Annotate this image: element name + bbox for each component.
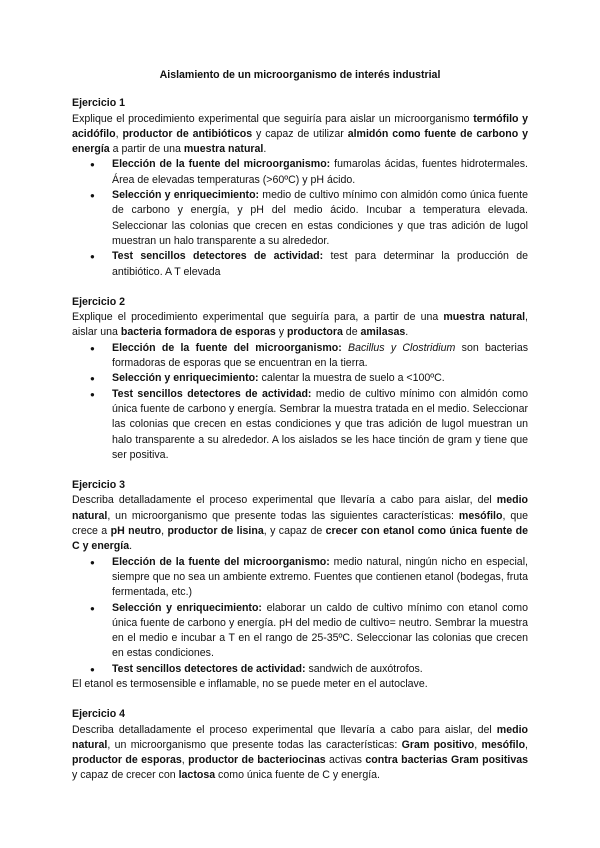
item-text: sandwich de auxótrofos. [305,662,423,675]
bold-run: productor de lisina [167,525,264,538]
bold-run: pH neutro [110,525,162,538]
exercise-3-statement [72,493,528,554]
exercise-1-list [72,157,528,279]
text-run: y capaz de utilizar [252,127,348,140]
bold-run: Gram positivo [401,738,475,751]
list-item [112,341,528,372]
bold-run: productora [286,326,343,339]
item-text: medio de cultivo mínimo con almidón como única fuente de carbono y energía, y pH del medio ácido. Incubar a temperatura elevada. Seleccionar las colonias que crecen en estas condiciones y que tras adición de lugol muestran un halo transparente a su alrededor. [112,189,528,247]
bold-run: crecer con etanol como única fuente de C y energía [72,525,528,553]
item-text: fumarolas ácidas, fuentes hidrotermales. Área de elevadas temperaturas (>60ºC) y pH ácido. [112,158,528,186]
text-run: , que crece a [72,509,528,538]
list-item [112,601,528,662]
bold-run: medio natural [72,723,528,751]
text-run: , un microorganismo que presente todas las siguientes características: [107,509,459,522]
text-run: , y capaz de [263,525,326,538]
text-run: de [342,326,361,339]
exercise-3-heading: Ejercicio 3 [72,479,125,492]
text-run: y [275,326,287,339]
bold-run: amilasas [360,326,406,339]
list-item [112,555,528,601]
exercise-4-statement [72,723,528,784]
exercise-1-statement [72,112,528,158]
text-run: . [263,143,267,156]
text-run: Explique el procedimiento experimental que seguiría para, a partir de una [72,311,444,324]
text-run: Explique el procedimiento experimental que seguiría para aislar un microorganismo [72,112,474,125]
bold-run: termófilo y acidófilo [72,112,529,140]
item-text: medio natural, ningún nicho en especial, siempre que no sea un ambiente extremo. Fuentes que contienen etanol (bodegas, fruta fermentada, etc.) [112,555,528,599]
text-run: a partir de una [109,143,184,156]
bold-run: almidón como fuente de carbono y energía [72,127,528,156]
text-run: , un microorganismo que presente todas las características: [107,738,402,751]
bold-run: productor de antibióticos [122,127,253,140]
item-italic: Bacillus y Clostridium [348,341,456,354]
text-run: , [115,127,123,140]
exercise-1 [72,96,528,280]
item-label: Elección de la fuente del microorganismo: [112,341,342,354]
item-text: son bacterias formadoras de esporas que se encuentran en la tierra. [112,341,529,370]
text-run: , [161,525,168,538]
text-run: Describa detalladamente el proceso experimental que llevaría a cabo para aislar, del [72,723,497,736]
exercise-2-list [72,341,528,463]
exercise-2-statement [72,310,528,341]
text-run: Describa detalladamente el proceso experimental que llevaría a cabo para aislar, del [72,494,497,507]
item-label: Elección de la fuente del microorganismo: [112,158,331,171]
exercise-4 [72,707,528,783]
text-run: , [181,754,189,767]
exercise-2 [72,295,528,463]
bold-run: muestra natural [443,311,526,324]
exercise-2-heading: Ejercicio 2 [72,295,125,308]
text-run: . [129,540,133,553]
bold-run: contra bacterias Gram positivas [365,754,529,767]
bold-run: bacteria formadora de esporas [120,326,276,339]
text-run: , [525,738,528,751]
bold-run: muestra natural [183,143,264,156]
list-item [112,249,528,280]
item-text: calentar la muestra de suelo a <100ºC. [258,372,445,385]
item-label: Elección de la fuente del microorganismo: [112,555,330,568]
bold-run: medio natural [72,494,528,522]
item-label: Selección y enriquecimiento: [112,189,260,202]
page-title: Aislamiento de un microorganismo de interés industrial [159,69,441,81]
exercise-3 [72,478,528,692]
item-text: test para determinar la producción de antibiótico. A T elevada [112,250,528,278]
exercise-4-heading: Ejercicio 4 [72,708,125,721]
bold-run: lactosa [178,769,216,782]
exercise-3-note: El etanol es termosensible e inflamable, no se puede meter en el autoclave. [72,677,428,690]
list-item [112,371,528,386]
item-label: Test sencillos detectores de actividad: [112,387,312,400]
text-run: , [474,738,482,751]
exercise-3-list [72,555,528,677]
item-label: Selección y enriquecimiento: [112,601,262,614]
bold-run: productor de esporas [72,754,182,767]
bold-run: mesófilo [458,509,503,522]
exercise-1-heading: Ejercicio 1 [72,97,125,110]
text-run: activas [325,754,366,767]
text-run: . [405,326,409,339]
text-run: como única fuente de C y energía. [215,769,381,782]
item-label: Test sencillos detectores de actividad: [112,662,306,675]
bold-run: productor de bacteriocinas [188,754,326,767]
text-run: , aislar una [72,311,528,339]
list-item [112,157,528,188]
item-label: Selección y enriquecimiento: [112,372,259,385]
item-text: elaborar un caldo de cultivo mínimo con etanol como única fuente de carbono y energía. pH del medio de cultivo= neutro. Sembrar la muestra en el medio e incubar a T en el rango de 25-35ºC. Seleccionar las colonias que crecen en estas condiciones. [112,601,529,660]
bold-run: mesófilo [481,738,526,751]
list-item [112,387,528,463]
text-run: y capaz de crecer con [72,769,179,782]
item-label: Test sencillos detectores de actividad: [112,250,324,263]
list-item [112,662,528,677]
document-page [72,68,528,799]
list-item [112,188,528,249]
item-text: medio de cultivo mínimo con almidón como única fuente de carbono y energía. Sembrar la muestra tratada en el medio. Seleccionar las colonias que crecen en estas condiciones y que tras adición de lugol muestran un halo transparente a su alrededor. A los aislados se les hace tinción de gram y tiene que ser positiva. [112,387,528,461]
